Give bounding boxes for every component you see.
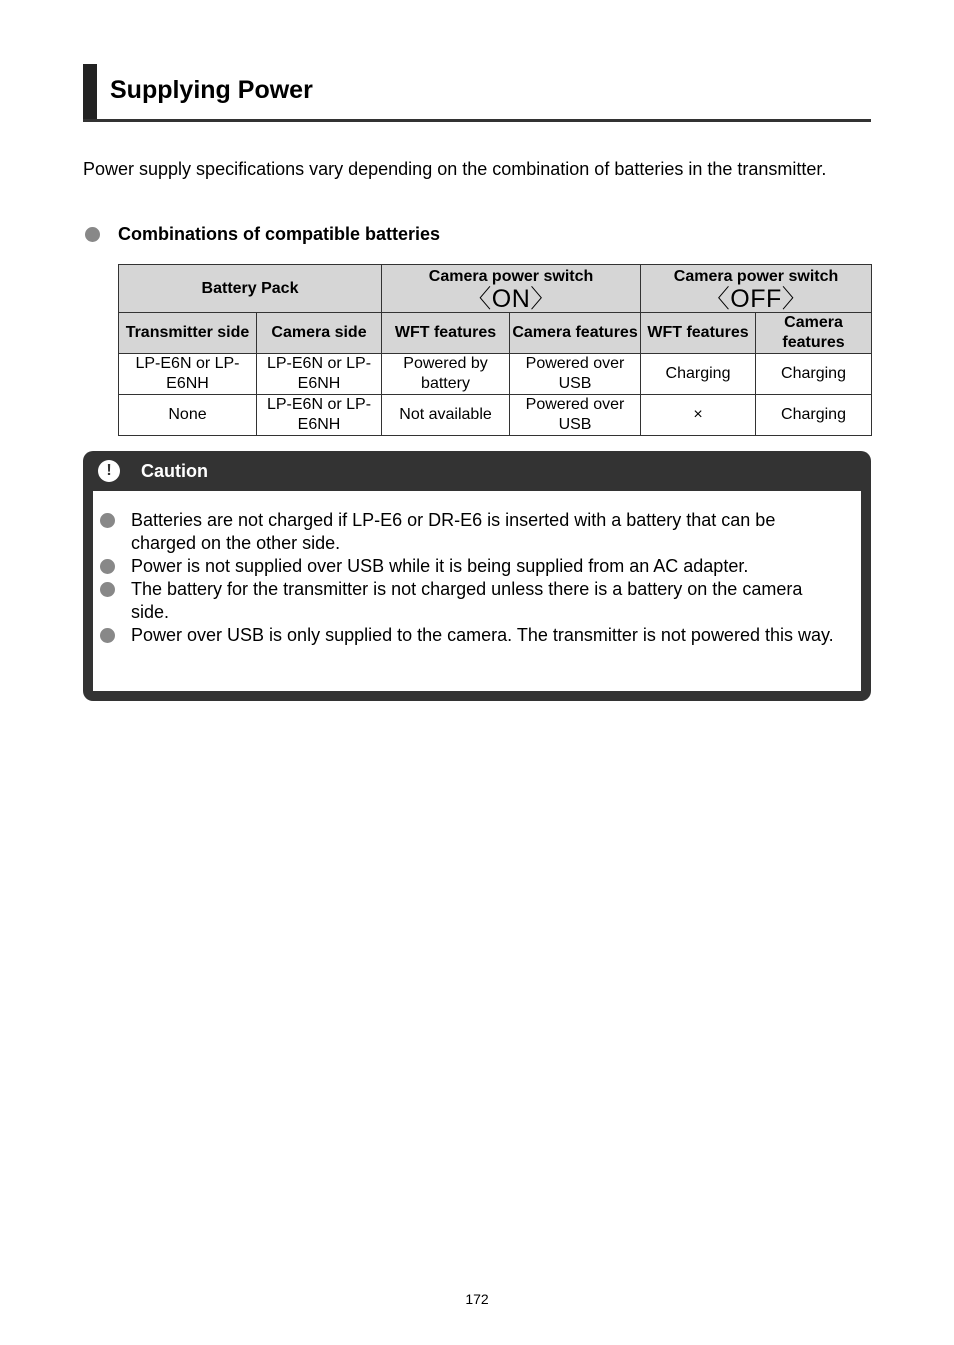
off-mode-icon: 〈OFF〉 [704, 284, 808, 313]
table-cell: Powered over USB [510, 354, 641, 395]
list-item [93, 578, 841, 624]
table-cell: LP-E6N or LP-E6NH [257, 395, 382, 436]
caution-title: Caution [141, 460, 208, 481]
caution-item-text: Power is not supplied over USB while it is being supplied from an AC adapter. [131, 556, 749, 576]
on-mode-icon: 〈ON〉 [466, 284, 556, 313]
page-number: 172 [465, 1291, 489, 1307]
table-cell: × [641, 395, 756, 436]
caution-item-text: Batteries are not charged if LP-E6 or DR-E6 is inserted with a battery that can be charged on the other side. [131, 510, 776, 553]
header-battery-pack: Battery Pack [119, 265, 382, 313]
bullet-icon [100, 559, 115, 574]
table-cell: Not available [382, 395, 510, 436]
caution-body [93, 491, 861, 691]
bullet-icon [100, 628, 115, 643]
table-cell: Powered over USB [510, 395, 641, 436]
list-item [93, 509, 841, 555]
bullet-icon [85, 227, 100, 242]
table-cell: Charging [756, 354, 872, 395]
column-header: WFT features [641, 313, 756, 354]
column-header: Camera features [510, 313, 641, 354]
intro-text: Power supply specifications vary depending on the combination of batteries in the transmitter. [83, 159, 827, 179]
list-item [93, 555, 841, 578]
caution-item-text: Power over USB is only supplied to the camera. The transmitter is not powered this way. [131, 625, 834, 645]
table-cell: Charging [641, 354, 756, 395]
caution-item-text: The battery for the transmitter is not charged unless there is a battery on the camera side. [131, 579, 803, 622]
caution-header [83, 451, 871, 491]
column-header: WFT features [382, 313, 510, 354]
caution-list [93, 491, 861, 647]
table-row [119, 395, 872, 436]
battery-table [118, 264, 872, 436]
table-cell: LP-E6N or LP-E6NH [257, 354, 382, 395]
page-title: Supplying Power [110, 76, 313, 104]
bullet-icon [100, 582, 115, 597]
title-bar [83, 64, 97, 121]
table-cell: LP-E6N or LP-E6NH [119, 354, 257, 395]
exclamation-icon: ! [98, 460, 120, 482]
column-header: Camera features [756, 313, 872, 354]
table-cell: Powered by battery [382, 354, 510, 395]
switch-label-on: Camera power switch [428, 267, 594, 285]
column-header: Transmitter side [119, 313, 257, 354]
bullet-icon [100, 513, 115, 528]
list-item [93, 624, 841, 647]
switch-label-off: Camera power switch [673, 267, 839, 285]
table-cell: None [119, 395, 257, 436]
table-cell: Charging [756, 395, 872, 436]
column-header: Camera side [257, 313, 382, 354]
title-rule [83, 119, 871, 122]
subheading [85, 223, 440, 246]
header-switch-on [382, 265, 641, 313]
table-row [119, 354, 872, 395]
header-switch-off [641, 265, 872, 313]
caution-box [83, 451, 871, 701]
subheading-text: Combinations of compatible batteries [118, 224, 441, 244]
